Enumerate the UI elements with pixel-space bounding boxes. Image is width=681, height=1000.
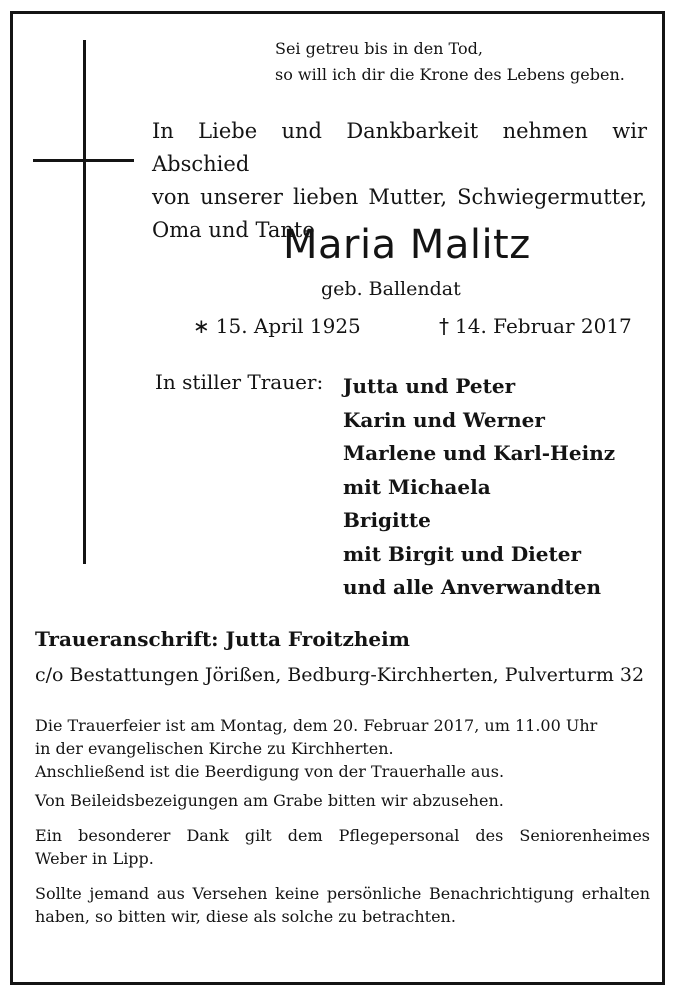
thanks-line-2: Weber in Lipp. [35,849,154,868]
mourner-list [343,370,615,605]
address-line: c/o Bestattungen Jörißen, Bedburg-Kirchherten, Pulverturm 32 [35,664,645,686]
mourner-item: mit Birgit und Dieter [343,541,581,566]
intro-line-1: In Liebe und Dankbarkeit nehmen wir Abschied [152,119,647,176]
verse-line-1: Sei getreu bis in den Tod, [275,39,483,58]
funeral-line-1: Die Trauerfeier ist am Montag, dem 20. Februar 2017, um 11.00 Uhr [35,716,598,735]
asterisk-icon: ∗ [193,314,210,338]
notice-line-2: haben, so bitten wir, diese als solche zu betrachten. [35,907,456,926]
maiden-name: geb. Ballendat [321,278,461,300]
thanks-line-1: Ein besonderer Dank gilt dem Pflegepersonal des Seniorenheimes [35,826,650,845]
notice-line-1: Sollte jemand aus Versehen keine persönliche Benachrichtigung erhalten [35,884,650,903]
condolence-paragraph: Von Beileidsbezeigungen am Grabe bitten wir abzusehen. [35,791,504,810]
mourner-item: Jutta und Peter [343,374,516,398]
birth-date: 15. April 1925 [215,314,361,338]
funeral-line-3: Anschließend ist die Beerdigung von der Trauerhalle aus. [35,762,505,781]
intro-line-2: von unserer lieben Mutter, Schwiegermutter, [152,185,647,209]
mourner-item: mit Michaela [343,474,491,499]
cross-icon-horizontal [33,159,134,162]
birth-date-line [193,314,361,338]
address-title: Traueranschrift: Jutta Froitzheim [35,627,410,651]
thanks-paragraph [35,824,650,870]
mourner-item: Marlene und Karl-Heinz [343,441,616,465]
verse-line-2: so will ich dir die Krone des Lebens geben. [275,65,625,84]
bible-verse [275,36,625,88]
deceased-name: Maria Malitz [283,222,531,268]
mourner-item: Karin und Werner [343,407,545,432]
death-date-line [439,314,632,338]
mourner-item: und alle Anverwandten [343,575,602,599]
funeral-line-2: in der evangelischen Kirche zu Kirchherten. [35,739,394,758]
info-paragraphs [35,714,650,940]
dagger-icon: † [439,314,449,338]
obituary-notice [10,11,665,985]
mourner-item: Brigitte [343,508,431,532]
mourning-label: In stiller Trauer: [155,370,324,394]
intro-line-3: Oma und Tante [152,218,315,242]
death-date: 14. Februar 2017 [455,314,632,338]
notice-paragraph [35,882,650,928]
cross-icon-vertical [83,40,86,564]
funeral-paragraph [35,714,650,783]
